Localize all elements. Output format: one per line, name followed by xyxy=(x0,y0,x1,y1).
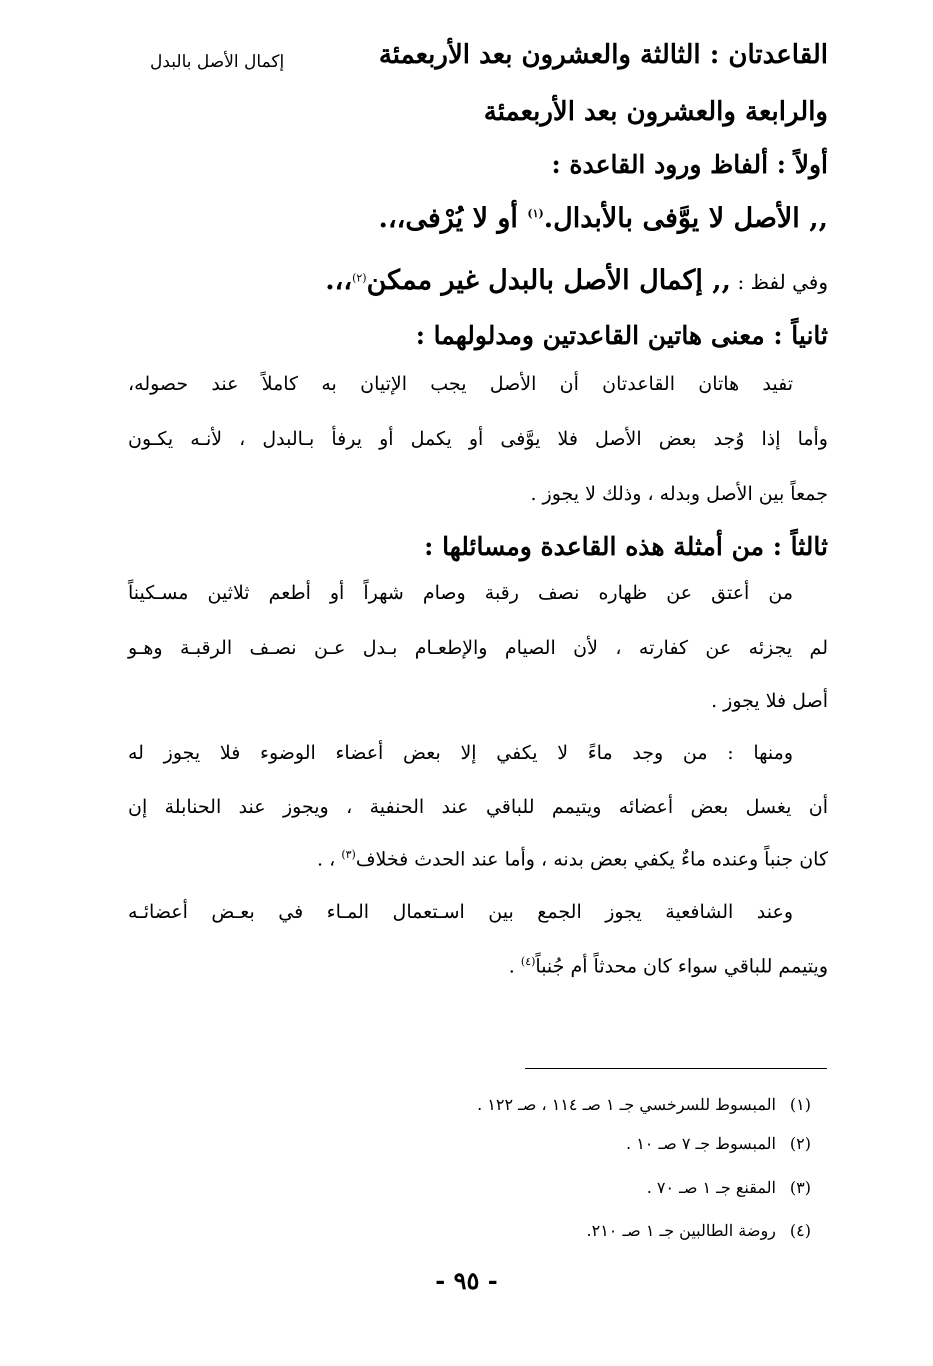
section-heading-wording: أولاً : ألفاظ ورود القاعدة : xyxy=(551,150,828,179)
footnote-number: (٣) xyxy=(789,1178,811,1197)
quote-2-tail: ،،. xyxy=(325,265,353,296)
footnote-item xyxy=(647,1178,811,1197)
paragraph-text: كان جنباً وعنده ماءٌ يكفي بعض بدنه ، وأما عند الحدث فخلاف xyxy=(355,848,828,871)
footnote-text: روضة الطالبين جـ ١ صـ ٢١٠. xyxy=(586,1221,776,1240)
footnote-item xyxy=(477,1095,811,1114)
footnote-divider xyxy=(525,1068,827,1069)
paragraph-tail: ، . xyxy=(317,848,336,871)
paragraph-line: لم يجزئه عن كفارته ، لأن الصيام والإطعـام بـدل عـن نصـف الرقبـة وهـو xyxy=(128,637,828,659)
paragraph-line xyxy=(128,848,828,871)
footnote-item xyxy=(626,1134,811,1153)
paragraph-line: أصل فلا يجوز . xyxy=(711,690,828,712)
paragraph-line: أن يغسل بعض أعضائه ويتيمم للباقي عند الحنفية ، ويجوز عند الحنابلة إن xyxy=(128,796,828,818)
paragraph-text: ويتيمم للباقي سواء كان محدثاً أم جُنباً xyxy=(535,955,828,978)
paragraph-line xyxy=(128,955,828,978)
paragraph-tail: . xyxy=(508,955,515,978)
footnote-text: المقنع جـ ١ صـ ٧٠ . xyxy=(646,1178,776,1197)
rule-quote-2 xyxy=(325,265,828,296)
footnote-number: (٢) xyxy=(789,1134,811,1153)
paragraph-line: من أعتق عن ظهاره نصف رقبة وصام شهراً أو أطعم ثلاثين مسـكيناً xyxy=(128,582,793,604)
footnote-number: (٤) xyxy=(789,1221,811,1240)
footnote-number: (١) xyxy=(789,1095,811,1114)
quote-2-prefix: وفي لفظ : xyxy=(737,270,828,294)
footnote-ref-3: (٣) xyxy=(341,848,356,861)
quote-1-tail: أو لا يُرْفى،،. xyxy=(378,203,518,234)
paragraph-line: جمعاً بين الأصل وبدله ، وذلك لا يجوز . xyxy=(530,483,828,505)
section-heading-meaning: ثانياً : معنى هاتين القاعدتين ومدلولهما : xyxy=(415,321,828,350)
paragraph-line: وعند الشافعية يجوز الجمع بين اسـتعمال المـاء في بعـض أعضائـه xyxy=(128,901,793,923)
page-number: - ٩٥ - xyxy=(435,1266,498,1295)
rule-quote-1 xyxy=(379,203,828,234)
footnote-text: المبسوط للسرخسي جـ ١ صـ ١١٤ ، صـ ١٢٢ . xyxy=(477,1095,776,1114)
footnote-ref-4: (٤) xyxy=(520,955,536,968)
paragraph-line: وأما إذا وُجد بعض الأصل فلا يوَّفى أو يكمل أو يرفأ بـالبدل ، لأنـه يكـون xyxy=(128,428,828,450)
paragraph-line: ومنها : من وجد ماءً لا يكفي إلا بعض أعضاء الوضوء فلا يجوز له xyxy=(128,742,793,764)
footnote-text: المبسوط جـ ٧ صـ ١٠ . xyxy=(626,1134,776,1153)
header-title-continued: والرابعة والعشرون بعد الأربعمئة xyxy=(483,97,828,127)
running-head: إكمال الأصل بالبدل xyxy=(150,52,285,72)
footnote-item xyxy=(587,1221,812,1240)
quote-1-text: ,, الأصل لا يوَّفى بالأبدال. xyxy=(543,203,828,234)
footnote-ref-1: (١) xyxy=(527,207,544,220)
section-heading-examples: ثالثاً : من أمثلة هذه القاعدة ومسائلها : xyxy=(424,532,828,561)
paragraph-line: تفيد هاتان القاعدتان أن الأصل يجب الإتيان به كاملاً عند حصوله، xyxy=(128,373,793,395)
quote-2-text: ,, إكمال الأصل بالبدل غير ممكن xyxy=(366,265,732,296)
footnote-ref-2: (٢) xyxy=(352,271,367,285)
header-title: القاعدتان : الثالثة والعشرون بعد الأربعمئة xyxy=(378,40,828,70)
